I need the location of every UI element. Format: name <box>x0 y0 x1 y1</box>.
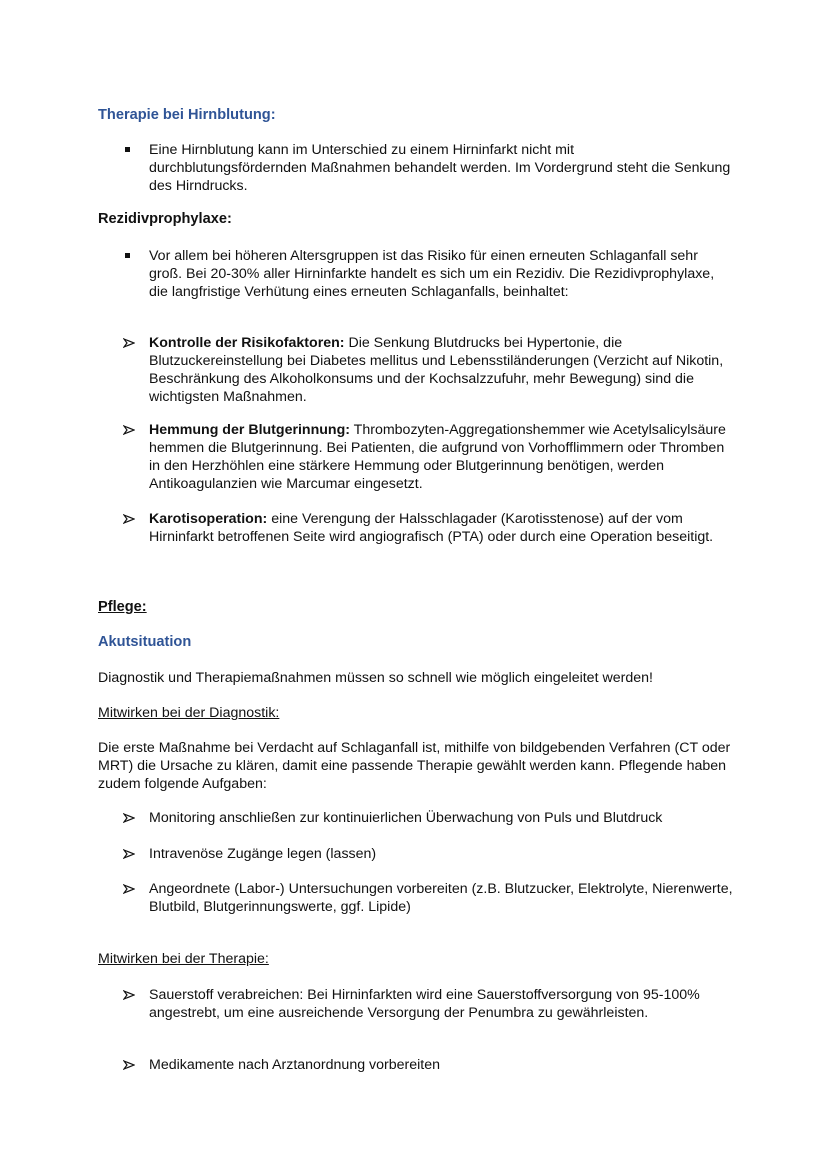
heading-rezidivprophylaxe: Rezidivprophylaxe: <box>98 211 232 227</box>
list-item-lead: Hemmung der Blutgerinnung: <box>149 422 350 438</box>
list-item <box>123 421 733 493</box>
list-item <box>123 247 733 301</box>
list-item <box>123 986 733 1022</box>
list-item-text: Monitoring anschließen zur kontinuierlichen Überwachung von Puls und Blutdruck <box>149 810 663 826</box>
list-item <box>123 1056 733 1074</box>
list-item-body: eine Verengung der Halsschlagader (Karotisstenose) auf der vom Hirninfarkt betroffenen Seite wird angiografisch (PTA) oder durch eine Operation beseitigt. <box>149 511 714 545</box>
list-item-text: Intravenöse Zugänge legen (lassen) <box>149 846 377 862</box>
list-item <box>123 334 733 406</box>
arrow-bullet-icon <box>123 338 135 348</box>
list-item <box>123 880 733 916</box>
arrow-bullet-icon <box>123 425 135 435</box>
list-item-text: Vor allem bei höheren Altersgruppen ist das Risiko für einen erneuten Schlaganfall sehr groß. Bei 20-30% aller Hirninfarkte handelt es sich um ein Rezidiv. Die Rezidivprophylaxe, die langfristige Verhütung eines erneuten Schlaganfalls, beinhaltet: <box>149 248 715 300</box>
arrow-bullet-icon <box>123 884 135 894</box>
heading-akutsituation: Akutsituation <box>98 634 192 650</box>
list-item-text: Angeordnete (Labor-) Untersuchungen vorbereiten (z.B. Blutzucker, Elektrolyte, Nierenwerte, Blutbild, Blutgerinnungswerte, ggf. Lipide) <box>149 881 733 915</box>
list-item-lead: Kontrolle der Risikofaktoren: <box>149 335 345 351</box>
list-item-text <box>149 510 735 546</box>
heading-therapie-hirnblutung: Therapie bei Hirnblutung: <box>98 107 276 123</box>
heading-pflege: Pflege: <box>98 599 147 615</box>
list-item <box>123 845 733 863</box>
list-item <box>123 809 733 827</box>
label-mitwirken-therapie: Mitwirken bei der Therapie: <box>98 951 269 967</box>
list-item-lead: Karotisoperation: <box>149 511 268 527</box>
list-item-body: Die Senkung Blutdrucks bei Hypertonie, die Blutzuckereinstellung bei Diabetes mellitus und Lebensstiländerungen (Verzicht auf Nikotin, Beschränkung des Alkoholkonsums und der Kochsalzzufuhr, mehr Bewegung) sind die wichtigsten Maßnahmen. <box>149 335 724 405</box>
list-item-body: Thrombozyten-Aggregationshemmer wie Acetylsalicylsäure hemmen die Blutgerinnung. Bei Patienten, die aufgrund von Vorhofflimmern oder Thromben in den Herzhöhlen eine stärkere Hemmung oder Blutgerinnung benötigen, werden Antikoagulanzien wie Marcumar eingesetzt. <box>149 422 726 492</box>
list-item <box>123 510 735 546</box>
akutsituation-text: Diagnostik und Therapiemaßnahmen müssen so schnell wie möglich eingeleitet werden! <box>98 670 653 686</box>
list-item-text: Sauerstoff verabreichen: Bei Hirninfarkten wird eine Sauerstoffversorgung von 95-100% angestrebt, um eine ausreichende Versorgung der Penumbra zu gewährleisten. <box>149 987 700 1021</box>
list-item-text: Eine Hirnblutung kann im Unterschied zu einem Hirninfarkt nicht mit durchblutungsfördernden Maßnahmen behandelt werden. Im Vordergrund steht die Senkung des Hirndrucks. <box>149 142 731 194</box>
list-item <box>123 141 733 195</box>
arrow-bullet-icon <box>123 813 135 823</box>
arrow-bullet-icon <box>123 1060 135 1070</box>
list-item-text <box>149 334 733 406</box>
label-mitwirken-diagnostik: Mitwirken bei der Diagnostik: <box>98 705 280 721</box>
list-item-text <box>149 421 733 493</box>
arrow-bullet-icon <box>123 849 135 859</box>
diagnostik-text: Die erste Maßnahme bei Verdacht auf Schlaganfall ist, mithilfe von bildgebenden Verfahren (CT oder MRT) die Ursache zu klären, damit eine passende Therapie gewählt werden kann. Pflegende haben zudem folgende Aufgaben: <box>98 740 731 792</box>
square-bullet-icon <box>125 147 130 152</box>
square-bullet-icon <box>125 253 130 258</box>
arrow-bullet-icon <box>123 990 135 1000</box>
list-item-text: Medikamente nach Arztanordnung vorbereiten <box>149 1057 441 1073</box>
arrow-bullet-icon <box>123 514 135 524</box>
